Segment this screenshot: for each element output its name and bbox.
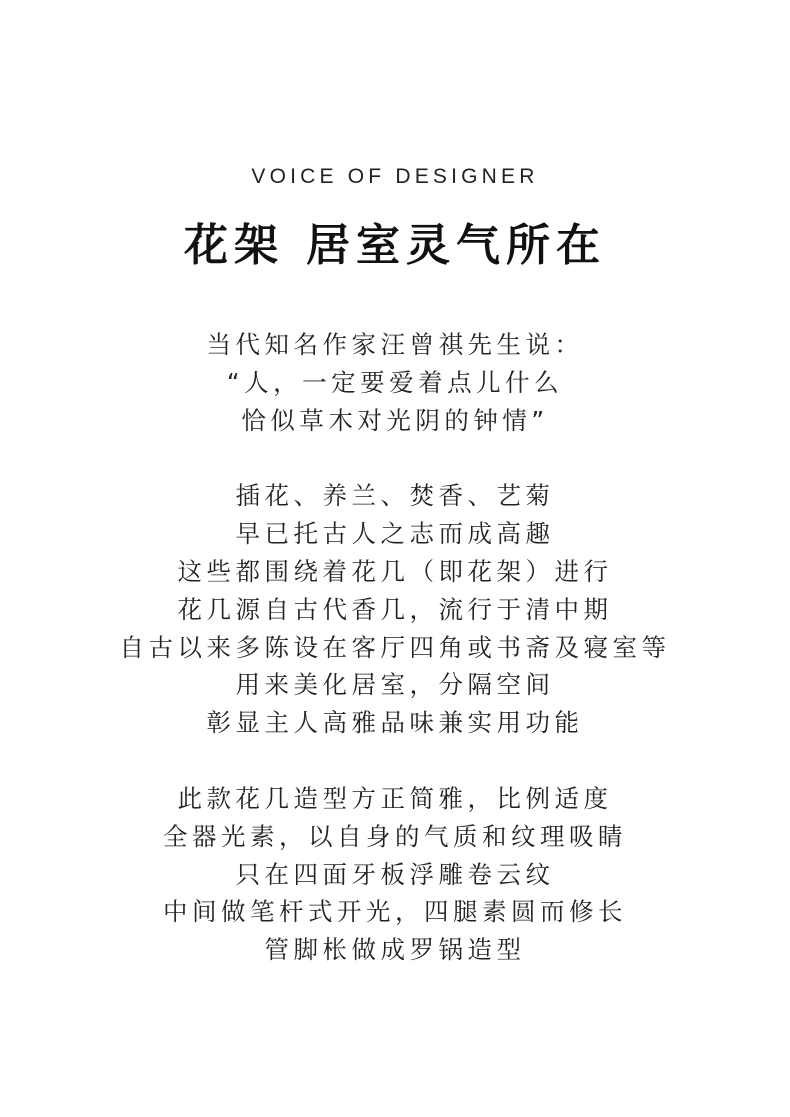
body-text (0, 326, 790, 969)
text-line: 恰似草木对光阴的钟情” (241, 405, 549, 435)
text-line: 当代知名作家汪曾祺先生说： (206, 330, 584, 359)
text-line: 此款花几造型方正简雅，比例适度 (177, 783, 613, 813)
text-line: 中间做笔杆式开光，四腿素圆而修长 (163, 897, 627, 927)
text-line: 管脚枨做成罗锅造型 (264, 935, 526, 965)
page-title (0, 216, 790, 276)
text-line: 全器光素，以自身的气质和纹理吸睛 (163, 821, 627, 851)
section-kicker: VOICE OF DESIGNER (251, 165, 539, 188)
text-line: 这些都围绕着花几（即花架）进行 (177, 556, 613, 586)
title-part-1: 花架 (184, 220, 284, 271)
paragraph-quote (0, 326, 790, 439)
text-line: 只在四面牙板浮雕卷云纹 (235, 859, 555, 889)
text-line: 自古以来多陈设在客厅四角或书斋及寝室等 (119, 632, 671, 662)
paragraph-design (0, 780, 790, 969)
text-line: 用来美化居室，分隔空间 (235, 670, 555, 700)
paragraph-history (0, 477, 790, 742)
text-line: 彰显主人高雅品味兼实用功能 (206, 708, 584, 738)
text-line: “人，一定要爱着点儿什么 (226, 367, 564, 397)
text-line: 早已托古人之志而成高趣 (235, 519, 555, 549)
title-part-2: 居室灵气所在 (306, 220, 606, 271)
text-line: 花几源自古代香几，流行于清中期 (177, 594, 613, 624)
text-line: 插花、养兰、焚香、艺菊 (235, 481, 555, 511)
